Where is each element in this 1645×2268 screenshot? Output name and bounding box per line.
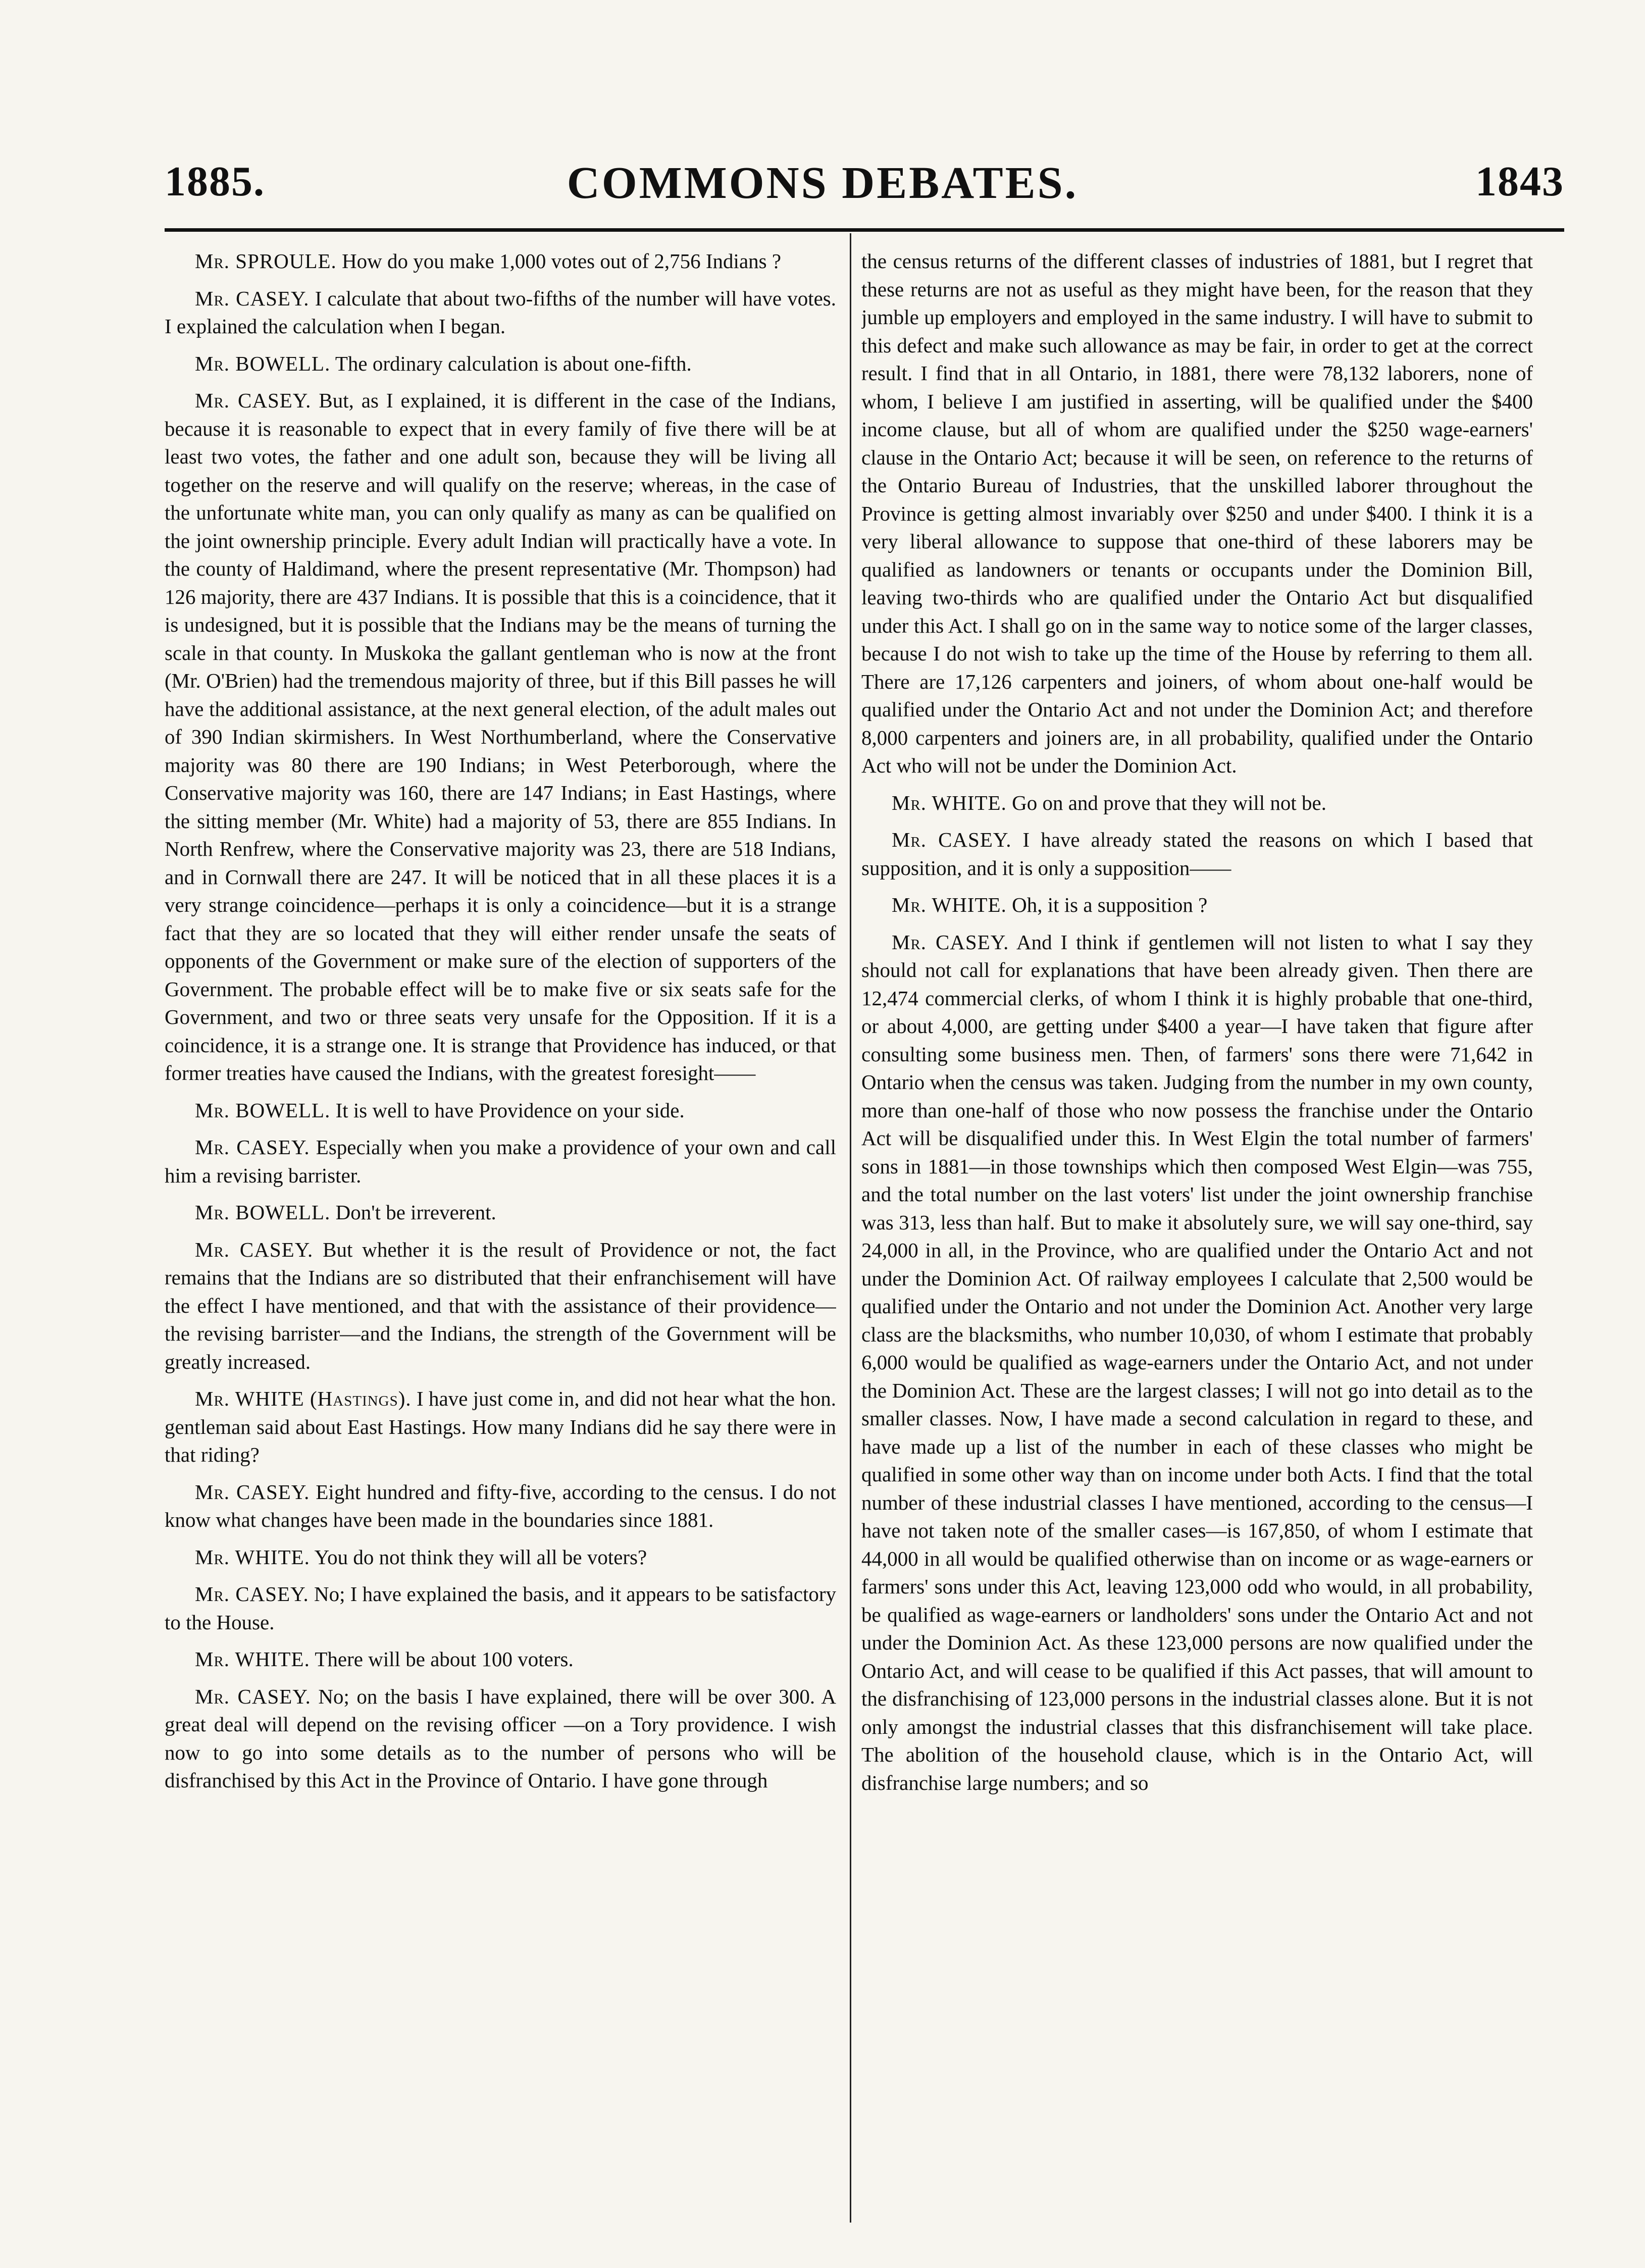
speech-text: the census returns of the different classes of industries of 1881, but I regret that these returns are not as useful as they might have been, for the reason that they jumble up employers and employed in the same industry. I will have to submit to this defect and make such allowance as may be fair, in order to get at the correct result. I find that in all Ontario, in 1881, there were 78,132 laborers, none of whom, I believe I am justified in asserting, will be qualified under the $400 income clause, but all of whom are qualified under the $250 wage-earners' clause in the Ontario Act; because it will be seen, on reference to the returns of the Ontario Bureau of Industries, that the unskilled laborer throughout the Province is getting almost invariably over $250 and under $400. I think it is a very liberal allowance to suppose that one-third of these laborers may be qualified as landowners or tenants or occupants under the Dominion Bill, leaving two-thirds who are qualified under the Ontario Act but disqualified under this Act. I shall go on in the same way to notice some of the larger classes, because I do not wish to take up the time of the House by referring to them all. There are 17,126 carpenters and joiners, of whom about one-half would be qualified under the Ontario Act and not under the Dominion Act; and therefore 8,000 carpenters and joiners are, in all probability, qualified under the Ontario Act who will not be under the Dominion Act.: [861, 249, 1533, 777]
speaker-name: Mr. CASEY.: [195, 1684, 311, 1708]
speech-paragraph: [165, 387, 836, 1088]
speech-paragraph: [861, 247, 1533, 780]
speech-text: It is well to have Providence on your side.: [335, 1098, 685, 1122]
speaker-name: Mr. WHITE.: [892, 893, 1007, 916]
speech-paragraph: [861, 929, 1533, 1797]
speech-text: But, as I explained, it is different in the case of the Indians, because it is reasonable to expect that in every family of five there will be at least two votes, the father and one adult son, because they will be living all together on the reserve and will qualify on the reserve; whereas, in the case of the unfortunate white man, you can only qualify as many as can be qualified on the joint ownership principle. Every adult Indian will practically have a vote. In the county of Haldimand, where the present representative (Mr. Thompson) had 126 majority, there are 437 Indians. It is possible that this is a coincidence, that it is undesigned, but it is possible that the Indians may be the means of turning the scale in that county. In Muskoka the gallant gentleman who is now at the front (Mr. O'Brien) had the tremendous majority of three, but if this Bill passes he will have the additional assistance, at the next general election, of the adult males out of 390 Indian skirmishers. In West Northumberland, where the Conservative majority was 80 there are 190 Indians; in West Peterborough, where the Conservative majority was 160, there are 147 Indians; in East Hastings, where the sitting member (Mr. White) had a majority of 53, there are 855 Indians. In North Renfrew, where the Conservative majority was 23, there are 518 Indians, and in Cornwall there are 247. It will be noticed that in all these places it is a very strange coincidence—perhaps it is only a coincidence—but it is a strange fact that they are so located that they will either render unsafe the seats of opponents of the Government or make sure of the election of supporters of the Government. The probable effect will be to make five or six seats safe for the Government, and two or three seats very unsafe for the Opposition. If it is a coincidence, it is a strange one. It is strange that Providence has induced, or that former treaties have caused the Indians, with the greatest foresight——: [165, 389, 836, 1085]
speaker-name: Mr. CASEY.: [195, 1136, 310, 1159]
speech-text: But whether it is the result of Providence or not, the fact remains that the Indians are so distributed that their enfranchisement will have the effect I have mentioned, and that with the assistance of their providence—the revising barrister—and the Indians, the strength of the Government will be greatly increased.: [165, 1238, 836, 1373]
header-year: 1885.: [165, 158, 265, 205]
speech-text: I have already stated the reasons on which I based that supposition, and it is only a supposition——: [861, 828, 1533, 880]
speaker-name: Mr. BOWELL.: [195, 1098, 331, 1122]
speech-text: No; I have explained the basis, and it appears to be satisfactory to the House.: [165, 1582, 836, 1634]
speech-paragraph: [165, 1199, 836, 1227]
speech-paragraph: [861, 891, 1533, 919]
header-title: COMMONS DEBATES.: [567, 158, 1078, 208]
speaker-name: Mr. CASEY.: [195, 1238, 314, 1261]
speech-paragraph: [165, 1097, 836, 1125]
speaker-name: Mr. WHITE.: [195, 1545, 310, 1569]
speaker-name: Mr. WHITE.: [195, 1647, 310, 1671]
right-column: [861, 247, 1533, 2227]
speech-paragraph: [861, 789, 1533, 817]
speech-paragraph: [165, 1133, 836, 1190]
speech-text: I calculate that about two-fifths of the number will have votes. I explained the calculation when I began.: [165, 286, 836, 338]
speech-text: You do not think they will all be voters?: [314, 1545, 647, 1569]
speech-text: The ordinary calculation is about one-fifth.: [335, 351, 692, 375]
speech-paragraph: [165, 1236, 836, 1376]
speaker-name: Mr. SPROULE.: [195, 249, 337, 273]
speech-text: Especially when you make a providence of your own and call him a revising barrister.: [165, 1136, 836, 1187]
speaker-name: Mr. BOWELL.: [195, 351, 331, 375]
speech-paragraph: [165, 1580, 836, 1636]
speaker-name: Mr. CASEY.: [195, 1480, 310, 1504]
speech-text: How do you make 1,000 votes out of 2,756 Indians ?: [342, 249, 782, 273]
left-column: [165, 247, 836, 2227]
speech-paragraph: [165, 350, 836, 378]
speaker-name: Mr. CASEY.: [892, 930, 1009, 954]
speech-paragraph: [165, 1385, 836, 1469]
speech-text: No; on the basis I have explained, there will be over 300. A great deal will depend on the revising officer —on a Tory providence. I wish now to go into some details as to the number of persons who will be disfranchised by this Act in the Province of Ontario. I have gone through: [165, 1684, 836, 1792]
header-rule: [165, 228, 1564, 232]
speech-text: I have just come in, and did not hear what the hon. gentleman said about East Hastings. How many Indians did he say there were in that riding?: [165, 1387, 836, 1466]
speech-paragraph: [165, 1645, 836, 1674]
page-header: [0, 0, 1645, 212]
speaker-name: Mr. BOWELL.: [195, 1201, 331, 1224]
speaker-name: Mr. CASEY.: [195, 286, 310, 310]
speech-text: Don't be irreverent.: [335, 1201, 496, 1224]
speaker-name: Mr. CASEY.: [195, 389, 312, 412]
speaker-name: Mr. WHITE.: [892, 791, 1007, 814]
speech-text: Go on and prove that they will not be.: [1012, 791, 1326, 814]
speaker-name: Mr. WHITE (Hastings).: [195, 1387, 412, 1410]
speech-text: Oh, it is a supposition ?: [1012, 893, 1208, 916]
speaker-name: Mr. CASEY.: [892, 828, 1012, 851]
speech-paragraph: [165, 247, 836, 276]
speech-paragraph: [165, 1543, 836, 1572]
speech-text: There will be about 100 voters.: [315, 1647, 574, 1671]
speech-paragraph: [165, 1683, 836, 1795]
speech-text: And I think if gentlemen will not listen to what I say they should not call for explanations that have been already given. Then there are 12,474 commercial clerks, of whom I think it is highly probable that one-third, or about 4,000, are getting under $400 a year—I have taken that figure after consulting some business men. Then, of farmers' sons there were 71,642 in Ontario when the census was taken. Judging from the number in my own county, more than one-half of those who now possess the franchise under the Ontario Act will be disqualified under this. In West Elgin the total number of farmers' sons in 1881—in those townships which then composed West Elgin—was 755, and the total number on the last voters' list under the joint ownership franchise was 313, less than half. But to make it absolutely sure, we will say one-third, say 24,000 in all, in the Province, who are qualified under the Ontario Act and not under the Dominion Act. Of railway employees I calculate that 2,500 would be qualified under the Ontario and not under the Dominion Act. Another very large class are the blacksmiths, who number 10,030, of whom I estimate that probably 6,000 would be qualified as wage-earners under the Ontario Act, and not under the Dominion Act. These are the largest classes; I will not go into detail as to the smaller classes. Now, I have made a second calculation in regard to these, and have made up a list of the number in each of these classes who might be qualified in some other way than on income under both Acts. I find that the total number of these industrial classes I have mentioned, according to the census—I have not taken note of the smaller cases—is 167,850, of whom I estimate that 44,000 in all would be qualified otherwise than on income or as wage-earners or farmers' sons under this Act, leaving 123,000 odd who would, in all probability, be qualified as wage-earners or landholders' sons under the Ontario Act and not under the Dominion Act. As these 123,000 persons are now qualified under the Ontario Act, and will cease to be qualified if this Act passes, that will amount to the disfranchising of 123,000 persons in the industrial classes alone. But it is not only amongst the industrial classes that this disfranchisement will take place. The abolition of the household clause, which is in the Ontario Act, will disfranchise large numbers; and so: [861, 930, 1533, 1794]
column-divider: [850, 233, 851, 2223]
speech-paragraph: [165, 285, 836, 341]
speech-paragraph: [861, 826, 1533, 882]
speech-text: Eight hundred and fifty-five, according to the census. I do not know what changes have been made in the boundaries since 1881.: [165, 1480, 836, 1531]
speaker-name: Mr. CASEY.: [195, 1582, 309, 1606]
speech-paragraph: [165, 1478, 836, 1534]
header-page-number: 1843: [1475, 158, 1564, 205]
